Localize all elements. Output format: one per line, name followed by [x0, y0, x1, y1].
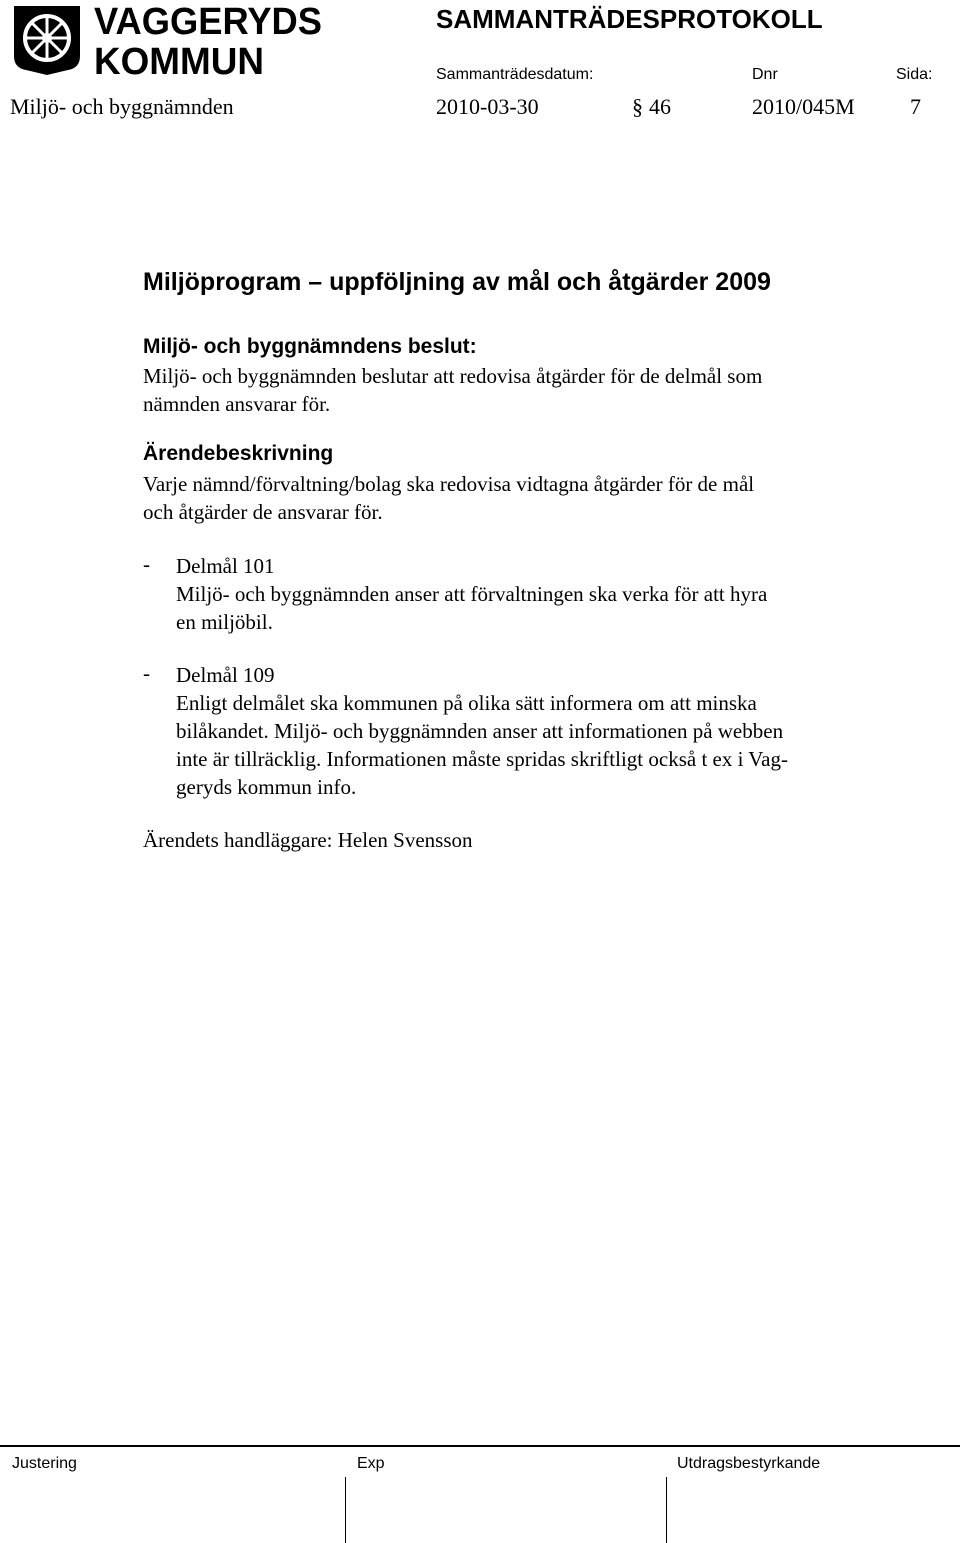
- list-dash: -: [143, 552, 150, 576]
- case-handler: Ärendets handläggare: Helen Svensson: [143, 828, 473, 852]
- list-dash: -: [143, 661, 150, 685]
- municipality-logo: [94, 0, 334, 80]
- signature-divider: [345, 1477, 346, 1543]
- decision-text: [143, 362, 883, 418]
- goal-line: geryds kommun info.: [176, 775, 357, 799]
- wheel-emblem-icon: [10, 4, 84, 76]
- page-number: 7: [910, 94, 921, 119]
- page-label: Sida:: [896, 66, 933, 83]
- goal-title: Delmål 109: [176, 663, 275, 687]
- document-title: Miljöprogram – uppföljning av mål och åtgärder 2009: [143, 268, 771, 296]
- goal-line: en miljöbil.: [176, 610, 273, 634]
- footer-divider: [0, 1445, 960, 1447]
- decision-line: nämnden ansvarar för.: [143, 392, 331, 416]
- utdragsbestyrkande-label: Utdragsbestyrkande: [677, 1455, 821, 1472]
- justering-label: Justering: [12, 1455, 77, 1472]
- description-line: och åtgärder de ansvarar för.: [143, 500, 383, 524]
- description-heading: Ärendebeskrivning: [143, 442, 334, 465]
- description-text: [143, 470, 883, 526]
- list-item: [176, 552, 876, 636]
- paragraph-number: 46: [649, 94, 671, 119]
- description-line: Varje nämnd/förvaltning/bolag ska redovisa vidtagna åtgärder för de mål: [143, 472, 755, 496]
- paragraph-sign: §: [632, 94, 643, 119]
- decision-line: Miljö- och byggnämnden beslutar att redovisa åtgärder för de delmål som: [143, 364, 763, 388]
- committee-name: Miljö- och byggnämnden: [10, 94, 234, 119]
- logo-line-1: VAGGERYDS: [94, 1, 322, 43]
- goal-line: bilåkandet. Miljö- och byggnämnden anser att informationen på webben: [176, 719, 784, 743]
- goal-title: Delmål 101: [176, 554, 275, 578]
- exp-label: Exp: [357, 1455, 385, 1472]
- case-number: 2010/045M: [752, 94, 855, 119]
- decision-heading: Miljö- och byggnämndens beslut:: [143, 335, 477, 358]
- meeting-date: 2010-03-30: [436, 94, 539, 119]
- goal-line: inte är tillräcklig. Informationen måste spridas skriftligt också t ex i Vag-: [176, 747, 788, 771]
- goal-line: Miljö- och byggnämnden anser att förvaltningen ska verka för att hyra: [176, 582, 768, 606]
- dnr-label: Dnr: [752, 66, 778, 83]
- meeting-date-label: Sammanträdesdatum:: [436, 66, 594, 83]
- list-item: [176, 661, 876, 801]
- signature-divider: [666, 1477, 667, 1543]
- goal-line: Enligt delmålet ska kommunen på olika sätt informera om att minska: [176, 691, 757, 715]
- protocol-title: SAMMANTRÄDESPROTOKOLL: [436, 4, 823, 34]
- logo-line-2: KOMMUN: [94, 41, 264, 80]
